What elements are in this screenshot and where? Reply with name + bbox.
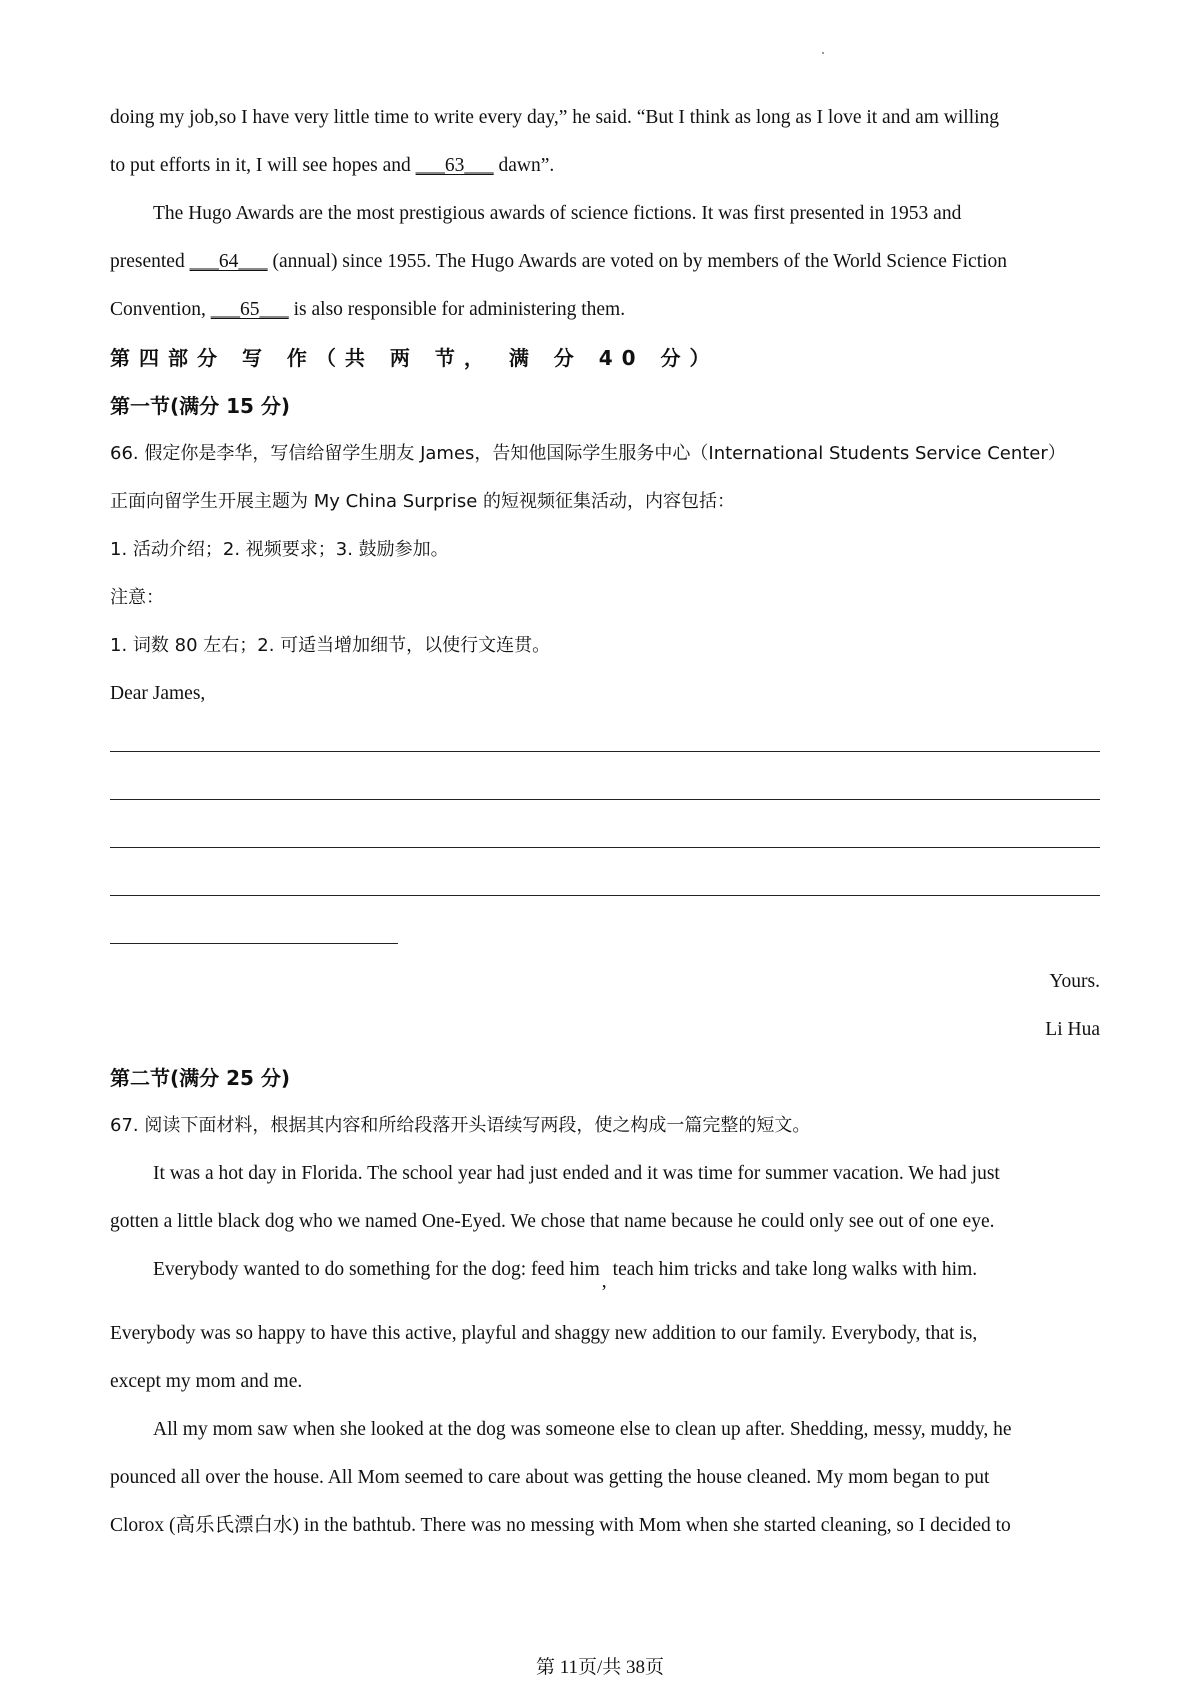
passage-line: The Hugo Awards are the most prestigious awards of science fictions. It was first presented in 1953 and — [153, 203, 962, 224]
section2-heading: 第二节(满分 25 分) — [110, 1066, 291, 1090]
letter-signature: Li Hua — [1045, 1019, 1100, 1040]
notes-line: 1. 词数 80 左右；2. 可适当增加细节，以使行文连贯。 — [110, 635, 551, 656]
story-line: gotten a little black dog who we named One-Eyed. We chose that name because he could only see out of one eye. — [110, 1211, 995, 1232]
passage-line: doing my job,so I have very little time to write every day,” he said. “But I think as long as I love it and am willing — [110, 107, 1000, 128]
writing-line — [110, 814, 1100, 862]
story-line: Everybody wanted to do something for the dog: feed him,teach him tricks and take long walks with him. — [153, 1259, 978, 1292]
q66-prompt-line: 正面向留学生开展主题为 My China Surprise 的短视频征集活动，内容包括： — [110, 491, 735, 512]
writing-line — [110, 862, 1100, 910]
blank-65: ___65___ — [210, 299, 289, 320]
story-line: Clorox (高乐氏漂白水) in the bathtub. There was no messing with Mom when she started cleaning, so I decided to — [110, 1515, 1011, 1536]
scan-speck — [822, 52, 824, 54]
q66-content-list: 1. 活动介绍；2. 视频要求；3. 鼓励参加。 — [110, 539, 449, 560]
passage-line-blank-64: presented ___64___ (annual) since 1955. The Hugo Awards are voted on by members of the World Science Fiction — [110, 251, 1008, 272]
part4-heading: 第四部分 写 作（共 两 节， 满 分 40 分） — [110, 346, 719, 370]
page-content — [110, 94, 1100, 1550]
story-line: It was a hot day in Florida. The school year had just ended and it was time for summer vacation. We had just — [153, 1163, 1000, 1184]
blank-63: ___63___ — [415, 155, 494, 176]
story-line: except my mom and me. — [110, 1371, 303, 1392]
story-line: All my mom saw when she looked at the dog was someone else to clean up after. Shedding, messy, muddy, he — [153, 1419, 1012, 1440]
q66-prompt-line: 66. 假定你是李华，写信给留学生朋友 James，告知他国际学生服务中心（International Students Service Center） — [110, 443, 1066, 464]
q67-prompt-line: 67. 阅读下面材料，根据其内容和所给段落开头语续写两段，使之构成一篇完整的短文。 — [110, 1115, 811, 1136]
story-line: pounced all over the house. All Mom seemed to care about was getting the house cleaned. My mom began to put — [110, 1467, 990, 1488]
letter-closing: Yours. — [1049, 971, 1100, 992]
writing-line — [110, 766, 1100, 814]
passage-line-blank-65: Convention, ___65___ is also responsible for administering them. — [110, 299, 626, 320]
section1-heading: 第一节(满分 15 分) — [110, 394, 291, 418]
stray-comma: , — [601, 1271, 607, 1292]
blank-64: ___64___ — [189, 251, 268, 272]
writing-line — [110, 718, 1100, 766]
notes-label: 注意： — [110, 587, 164, 608]
page-number: 第 11页/共 38页 — [535, 1657, 665, 1678]
story-line: Everybody was so happy to have this active, playful and shaggy new addition to our family. Everybody, that is, — [110, 1323, 978, 1344]
writing-line-short — [110, 910, 1100, 958]
letter-greeting: Dear James, — [110, 683, 206, 704]
passage-line-blank-63: to put efforts in it, I will see hopes and ___63___ dawn”. — [110, 155, 555, 176]
